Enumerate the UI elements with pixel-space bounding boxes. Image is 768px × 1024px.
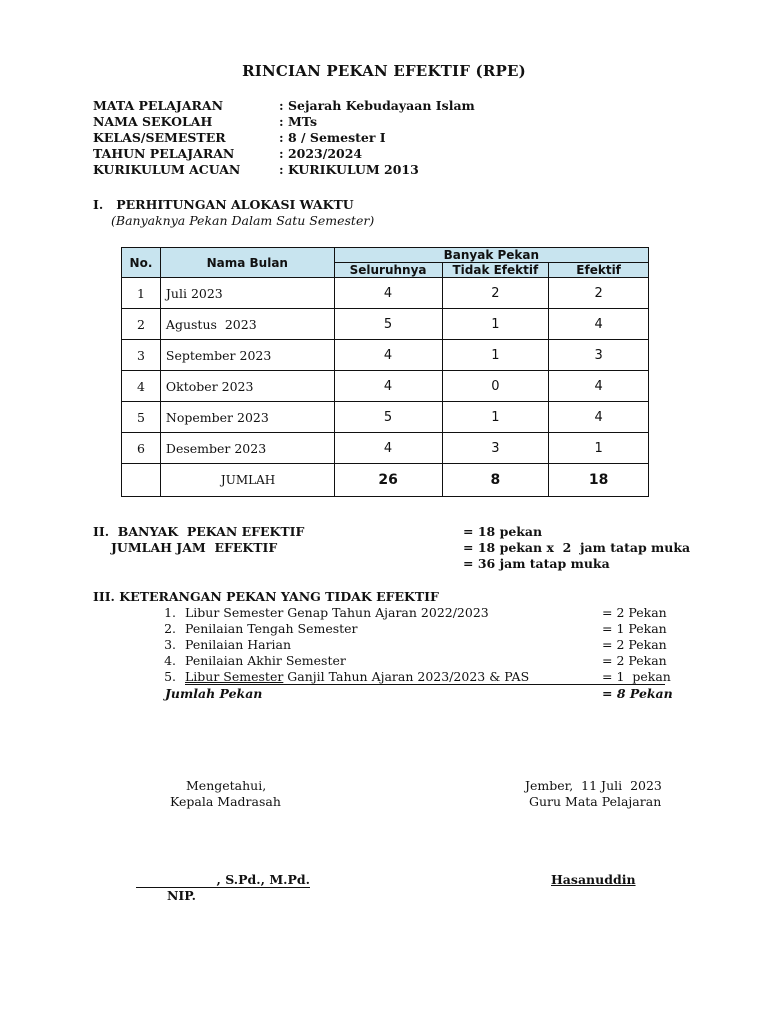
jumlah-pekan-value: = 8 Pekan bbox=[602, 686, 673, 701]
section-2-value-2: = 18 pekan x 2 jam tatap muka bbox=[463, 540, 691, 555]
ket-item-text: Penilaian Akhir Semester bbox=[185, 653, 346, 668]
ket-item-value: = 2 Pekan bbox=[602, 637, 667, 652]
table-row bbox=[122, 433, 649, 464]
pekan-efektif-table bbox=[121, 247, 649, 497]
sign-left-line2: Kepala Madrasah bbox=[170, 794, 281, 809]
ket-item-number: 4. bbox=[164, 653, 176, 668]
total-efektif: 18 bbox=[549, 464, 649, 497]
ket-item-number: 3. bbox=[164, 637, 176, 652]
cell-no: 3 bbox=[122, 340, 161, 371]
ket-item-value: = 1 pekan bbox=[602, 669, 671, 684]
table-row bbox=[122, 371, 649, 402]
section-1-heading: I. PERHITUNGAN ALOKASI WAKTU bbox=[93, 197, 354, 212]
info-value-tahun-pelajaran: : 2023/2024 bbox=[279, 146, 363, 161]
ket-item-value: = 2 Pekan bbox=[602, 605, 667, 620]
cell-seluruh: 4 bbox=[334, 340, 442, 371]
section-1-note: (Banyaknya Pekan Dalam Satu Semester) bbox=[111, 213, 375, 228]
cell-seluruh: 5 bbox=[334, 309, 442, 340]
cell-efektif: 1 bbox=[549, 433, 649, 464]
cell-tidak: 1 bbox=[442, 402, 549, 433]
cell-efektif: 2 bbox=[549, 278, 649, 309]
sign-right-name: Hasanuddin bbox=[551, 872, 636, 887]
sign-left-nip: NIP. bbox=[167, 888, 196, 903]
section-2-jam-label: JUMLAH JAM EFEKTIF bbox=[111, 540, 278, 555]
cell-seluruh: 4 bbox=[334, 371, 442, 402]
info-value-kelas-semester: : 8 / Semester I bbox=[279, 130, 386, 145]
sign-right-line2: Guru Mata Pelajaran bbox=[529, 794, 662, 809]
cell-no: 4 bbox=[122, 371, 161, 402]
total-seluruh: 26 bbox=[334, 464, 442, 497]
ket-item-text: Penilaian Harian bbox=[185, 637, 292, 652]
table-total-row bbox=[122, 464, 649, 497]
jumlah-pekan-label: Jumlah Pekan bbox=[165, 686, 263, 701]
table-row bbox=[122, 309, 649, 340]
cell-efektif: 4 bbox=[549, 371, 649, 402]
cell-bulan: September 2023 bbox=[160, 340, 334, 371]
cell-efektif: 4 bbox=[549, 309, 649, 340]
header-no: No. bbox=[122, 248, 161, 278]
ket-item-text: Penilaian Tengah Semester bbox=[185, 621, 358, 636]
sign-right-line1: Jember, 11 Juli 2023 bbox=[525, 778, 662, 793]
cell-seluruh: 4 bbox=[334, 278, 442, 309]
sign-left-line1: Mengetahui, bbox=[186, 778, 267, 793]
total-label: JUMLAH bbox=[160, 464, 334, 497]
cell-bulan: Desember 2023 bbox=[160, 433, 334, 464]
cell-efektif: 3 bbox=[549, 340, 649, 371]
header-efektif: Efektif bbox=[549, 263, 649, 278]
ket-item-number: 1. bbox=[164, 605, 176, 620]
cell-no: 6 bbox=[122, 433, 161, 464]
ket-item-text-a: Libur Semester bbox=[185, 669, 284, 684]
cell-no: 2 bbox=[122, 309, 161, 340]
cell-seluruh: 4 bbox=[334, 433, 442, 464]
info-label-mata-pelajaran: MATA PELAJARAN bbox=[93, 98, 224, 113]
cell-efektif: 4 bbox=[549, 402, 649, 433]
total-tidak: 8 bbox=[442, 464, 549, 497]
sign-left-name bbox=[136, 872, 310, 888]
cell-tidak: 1 bbox=[442, 309, 549, 340]
ket-item-value: = 2 Pekan bbox=[602, 653, 667, 668]
ket-item-underlined-row bbox=[185, 669, 665, 685]
info-label-kelas-semester: KELAS/SEMESTER bbox=[93, 130, 226, 145]
sign-left-name-text: , S.Pd., M.Pd. bbox=[216, 872, 310, 887]
cell-no: 5 bbox=[122, 402, 161, 433]
info-label-tahun-pelajaran: TAHUN PELAJARAN bbox=[93, 146, 235, 161]
section-2-value-1: = 18 pekan bbox=[463, 524, 543, 539]
ket-item-number: 2. bbox=[164, 621, 176, 636]
info-value-kurikulum: : KURIKULUM 2013 bbox=[279, 162, 419, 177]
cell-no: 1 bbox=[122, 278, 161, 309]
table-row bbox=[122, 340, 649, 371]
ket-item-text-b: Ganjil Tahun Ajaran 2023/2023 & PAS bbox=[283, 669, 530, 684]
cell-bulan: Agustus 2023 bbox=[160, 309, 334, 340]
cell-seluruh: 5 bbox=[334, 402, 442, 433]
table-row bbox=[122, 278, 649, 309]
section-2-value-3: = 36 jam tatap muka bbox=[463, 556, 610, 571]
header-nama-bulan: Nama Bulan bbox=[160, 248, 334, 278]
info-label-kurikulum: KURIKULUM ACUAN bbox=[93, 162, 241, 177]
section-3-heading: III. KETERANGAN PEKAN YANG TIDAK EFEKTIF bbox=[93, 589, 439, 604]
cell-tidak: 2 bbox=[442, 278, 549, 309]
cell-tidak: 3 bbox=[442, 433, 549, 464]
table-row bbox=[122, 402, 649, 433]
cell-tidak: 0 bbox=[442, 371, 549, 402]
info-value-mata-pelajaran: : Sejarah Kebudayaan Islam bbox=[279, 98, 475, 113]
ket-item-value: = 1 Pekan bbox=[602, 621, 667, 636]
ket-item-text: Libur Semester Genap Tahun Ajaran 2022/2023 bbox=[185, 605, 489, 620]
document-title: RINCIAN PEKAN EFEKTIF (RPE) bbox=[242, 62, 526, 80]
info-value-nama-sekolah: : MTs bbox=[279, 114, 317, 129]
ket-item-number: 5. bbox=[164, 669, 176, 684]
header-tidak-efektif: Tidak Efektif bbox=[442, 263, 549, 278]
cell-tidak: 1 bbox=[442, 340, 549, 371]
section-2-heading: II. BANYAK PEKAN EFEKTIF bbox=[93, 524, 305, 539]
cell-bulan: Oktober 2023 bbox=[160, 371, 334, 402]
header-seluruhnya: Seluruhnya bbox=[334, 263, 442, 278]
cell-empty bbox=[122, 464, 161, 497]
cell-bulan: Nopember 2023 bbox=[160, 402, 334, 433]
cell-bulan: Juli 2023 bbox=[160, 278, 334, 309]
info-label-nama-sekolah: NAMA SEKOLAH bbox=[93, 114, 213, 129]
header-banyak-pekan: Banyak Pekan bbox=[334, 248, 648, 263]
